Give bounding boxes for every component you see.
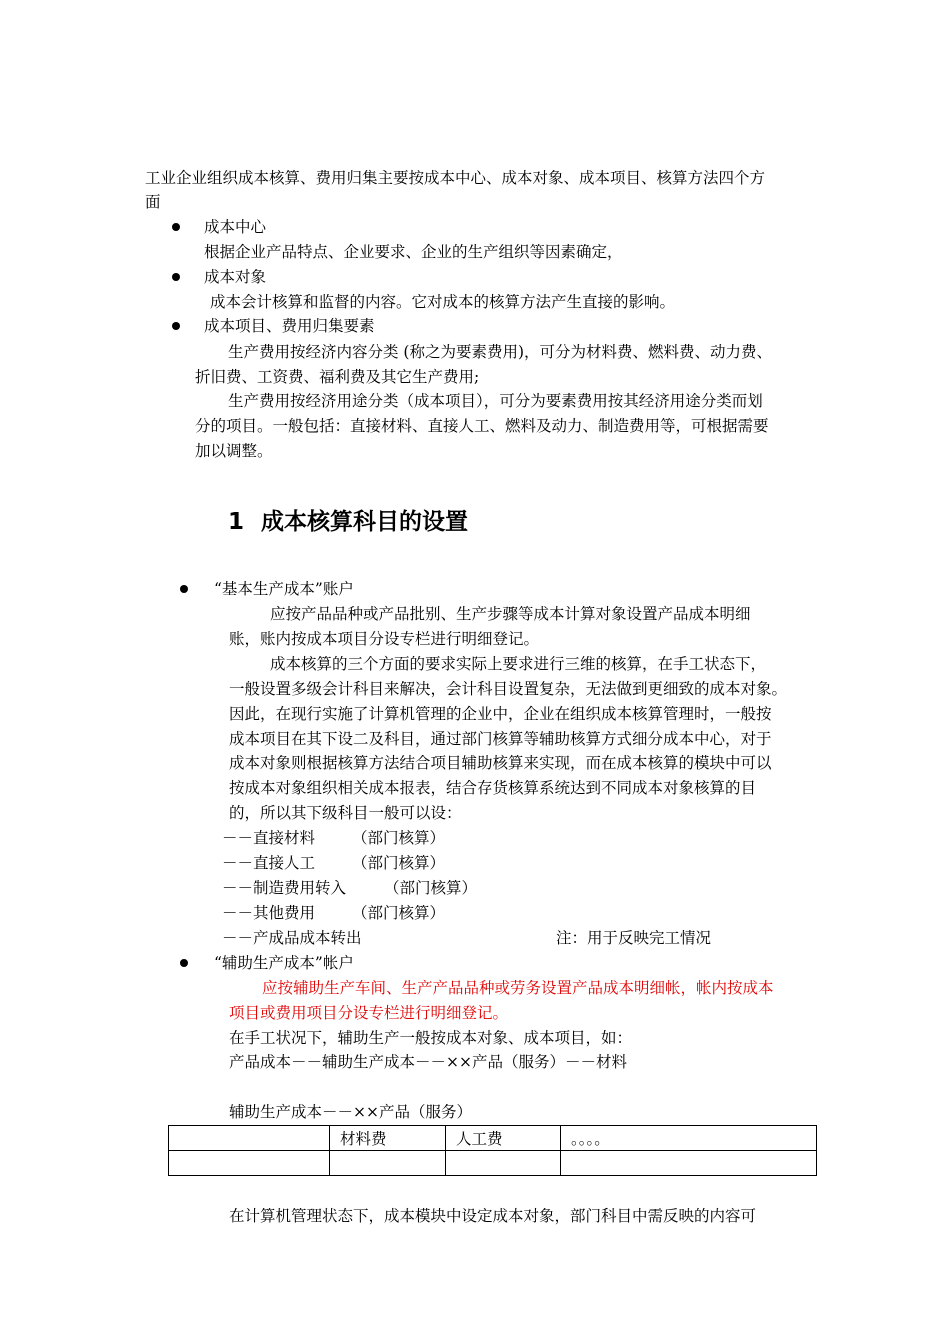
sub-account-name: －－其他费用 <box>222 904 316 922</box>
aux-cost-table <box>168 1125 817 1176</box>
section-number: 1 <box>228 509 245 535</box>
basic-account-line: 按成本对象组织相关成本报表，结合存货核算系统达到不同成本对象核算的目 <box>229 779 757 797</box>
item-cost-item-line: 生产费用按经济用途分类（成本项目），可分为要素费用按其经济用途分类而划 <box>228 392 763 410</box>
item-cost-center-text: 根据企业产品特点、企业要求、企业的生产组织等因素确定， <box>204 243 623 261</box>
sub-account-note: （部门核算） <box>352 854 446 872</box>
sub-account-note: 注：用于反映完工情况 <box>556 929 712 947</box>
aux-account-red-line: 项目或费用项目分设专栏进行明细登记。 <box>229 1004 509 1022</box>
intro-line-2: 面 <box>145 193 161 211</box>
item-cost-object-text: 成本会计核算和监督的内容。它对成本的核算方法产生直接的影响。 <box>210 293 676 311</box>
basic-account-line: 因此，在现行实施了计算机管理的企业中，企业在组织成本核算管理时，一般按 <box>229 705 772 723</box>
aux-manual-text: 在手工状况下，辅助生产一般按成本对象、成本项目，如： <box>229 1029 633 1047</box>
sub-account-note: （部门核算） <box>352 904 446 922</box>
item-cost-item-title: 成本项目、费用归集要素 <box>204 317 375 335</box>
item-cost-object-title: 成本对象 <box>204 268 267 286</box>
table-cell: 人工费 <box>446 1126 561 1151</box>
item-cost-item-line: 生产费用按经济内容分类 (称之为要素费用)，可分为材料费、燃料费、动力费、 <box>228 343 773 361</box>
aux-account-red-line: 应按辅助生产车间、生产产品品种或劳务设置产品成本明细帐，帐内按成本 <box>262 979 774 997</box>
table-cell <box>169 1126 330 1151</box>
basic-account-line: 成本核算的三个方面的要求实际上要求进行三维的核算，在手工状态下， <box>270 655 767 673</box>
table-cell <box>169 1151 330 1176</box>
sub-account-name: －－直接材料 <box>222 829 316 847</box>
bullet-icon <box>172 322 180 330</box>
table-caption: 辅助生产成本－－××产品（服务） <box>229 1103 472 1121</box>
sub-account-note: （部门核算） <box>384 879 478 897</box>
basic-account-line: 的，所以其下级科目一般可以设： <box>229 804 462 822</box>
aux-account-title: “辅助生产成本”帐户 <box>214 954 354 972</box>
section-title: 成本核算科目的设置 <box>261 509 468 535</box>
item-cost-item-line: 分的项目。一般包括：直接材料、直接人工、燃料及动力、制造费用等，可根据需要 <box>195 417 769 435</box>
table-row <box>169 1151 817 1176</box>
table-cell: 材料费 <box>330 1126 446 1151</box>
sub-account-name: －－直接人工 <box>222 854 316 872</box>
item-cost-center-title: 成本中心 <box>204 218 267 236</box>
intro-line-1: 工业企业组织成本核算、费用归集主要按成本中心、成本对象、成本项目、核算方法四个方 <box>145 169 766 187</box>
table-header-row <box>169 1126 817 1151</box>
sub-account-note: （部门核算） <box>352 829 446 847</box>
table-cell: 。。。。 <box>561 1126 817 1151</box>
sub-account-name: －－产成品成本转出 <box>222 929 362 947</box>
sub-account-name: －－制造费用转入 <box>222 879 347 897</box>
basic-account-line: 成本项目在其下设二及科目，通过部门核算等辅助核算方式细分成本中心，对于 <box>229 730 772 748</box>
table-cell <box>561 1151 817 1176</box>
basic-account-line: 账，账内按成本项目分设专栏进行明细登记。 <box>229 630 540 648</box>
aux-example-text: 产品成本－－辅助生产成本－－××产品（服务）－－材料 <box>229 1053 627 1071</box>
bullet-icon <box>180 585 188 593</box>
footer-text: 在计算机管理状态下，成本模块中设定成本对象，部门科目中需反映的内容可 <box>229 1207 757 1225</box>
item-cost-item-line: 折旧费、工资费、福利费及其它生产费用; <box>195 368 480 386</box>
table-cell <box>446 1151 561 1176</box>
bullet-icon <box>172 223 180 231</box>
basic-account-line: 成本对象则根据核算方法结合项目辅助核算来实现，而在成本核算的模块中可以 <box>229 754 772 772</box>
basic-account-line: 应按产品品种或产品批别、生产步骤等成本计算对象设置产品成本明细 <box>270 605 751 623</box>
bullet-icon <box>180 959 188 967</box>
basic-account-title: “基本生产成本”账户 <box>214 580 354 598</box>
bullet-icon <box>172 273 180 281</box>
basic-account-line: 一般设置多级会计科目来解决，会计科目设置复杂，无法做到更细致的成本对象。 <box>229 680 788 698</box>
item-cost-item-line: 加以调整。 <box>195 442 273 460</box>
table-cell <box>330 1151 446 1176</box>
